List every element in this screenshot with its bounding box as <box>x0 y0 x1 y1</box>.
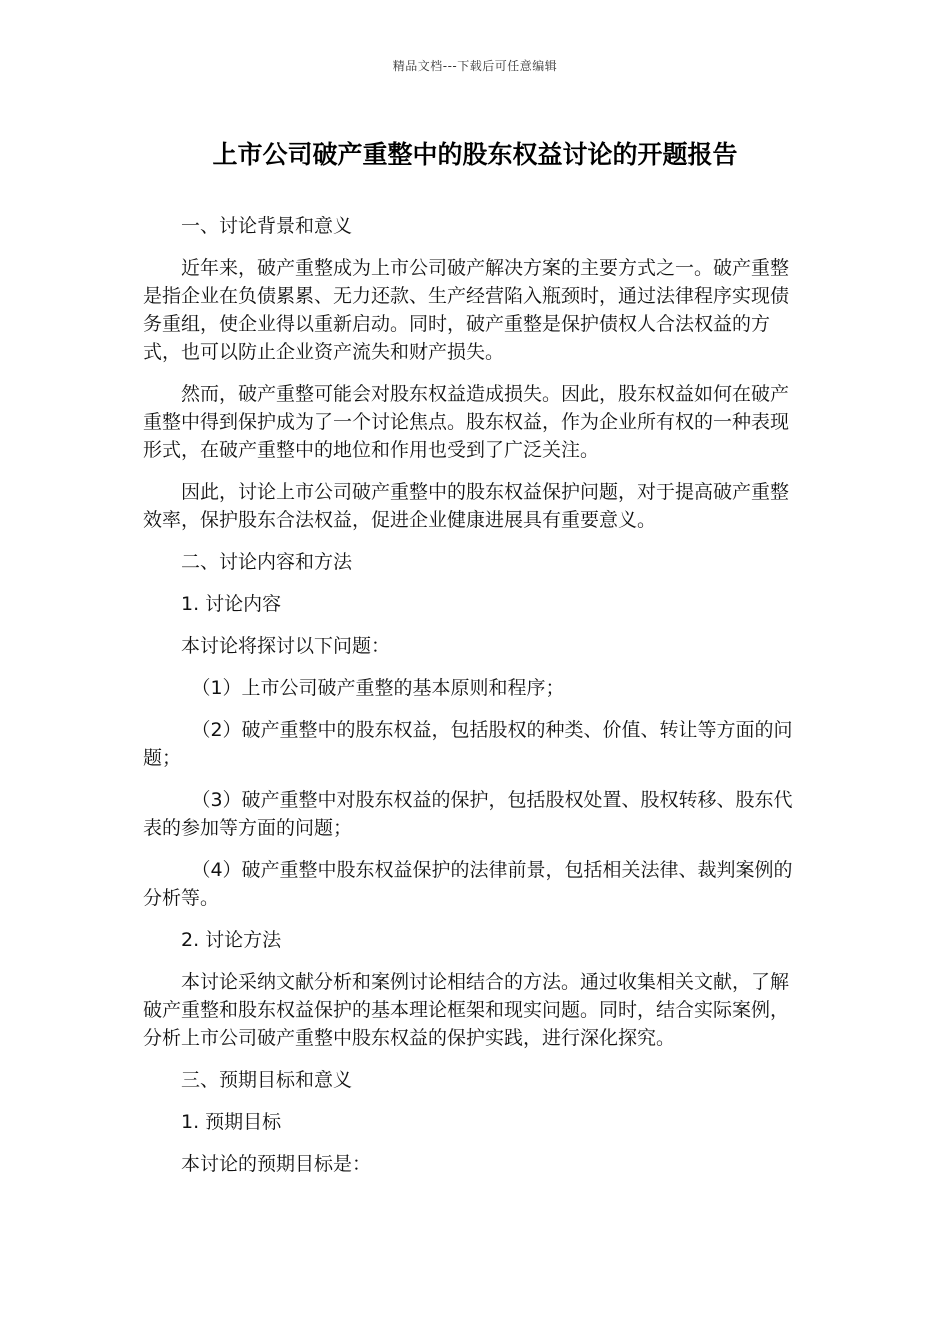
section-heading-goals: 三、预期目标和意义 <box>181 1069 353 1091</box>
paragraph-background-2: 然而，破产重整可能会对股东权益造成损失。因此，股东权益如何在破产重整中得到保护成为了一个讨论焦点。股东权益，作为企业所有权的一种表现形式，在破产重整中的地位和作用也受到了广泛关注。 <box>143 383 790 461</box>
subheading-goals: 1. 预期目标 <box>181 1111 282 1133</box>
subheading-method: 2. 讨论方法 <box>181 929 282 951</box>
section-heading-content-method: 二、讨论内容和方法 <box>181 551 353 573</box>
subheading-content: 1. 讨论内容 <box>181 593 282 615</box>
list-item-2: （2）破产重整中的股东权益，包括股权的种类、价值、转让等方面的问题； <box>143 719 793 769</box>
list-item-3: （3）破产重整中对股东权益的保护，包括股权处置、股权转移、股东代表的参加等方面的问题； <box>143 789 793 839</box>
section-heading-background: 一、讨论背景和意义 <box>181 215 353 237</box>
paragraph-method: 本讨论采纳文献分析和案例讨论相结合的方法。通过收集相关文献，了解破产重整和股东权益保护的基本理论框架和现实问题。同时，结合实际案例，分析上市公司破产重整中股东权益的保护实践，进行深化探究。 <box>143 971 790 1049</box>
list-item-1: （1）上市公司破产重整的基本原则和程序； <box>191 677 565 699</box>
paragraph-goals-intro: 本讨论的预期目标是： <box>181 1153 372 1175</box>
page-header: 精品文档---下载后可任意编辑 <box>392 59 558 73</box>
document-body <box>143 212 805 1192</box>
document-title: 上市公司破产重整中的股东权益讨论的开题报告 <box>212 140 738 169</box>
paragraph-background-1: 近年来，破产重整成为上市公司破产解决方案的主要方式之一。破产重整是指企业在负债累累、无力还款、生产经营陷入瓶颈时，通过法律程序实现债务重组，使企业得以重新启动。同时，破产重整是保护债权人合法权益的方式，也可以防止企业资产流失和财产损失。 <box>143 257 790 363</box>
paragraph-content-intro: 本讨论将探讨以下问题： <box>181 635 391 657</box>
paragraph-background-3: 因此，讨论上市公司破产重整中的股东权益保护问题，对于提高破产重整效率，保护股东合法权益，促进企业健康进展具有重要意义。 <box>143 481 790 531</box>
list-item-4: （4）破产重整中股东权益保护的法律前景，包括相关法律、裁判案例的分析等。 <box>143 859 793 909</box>
